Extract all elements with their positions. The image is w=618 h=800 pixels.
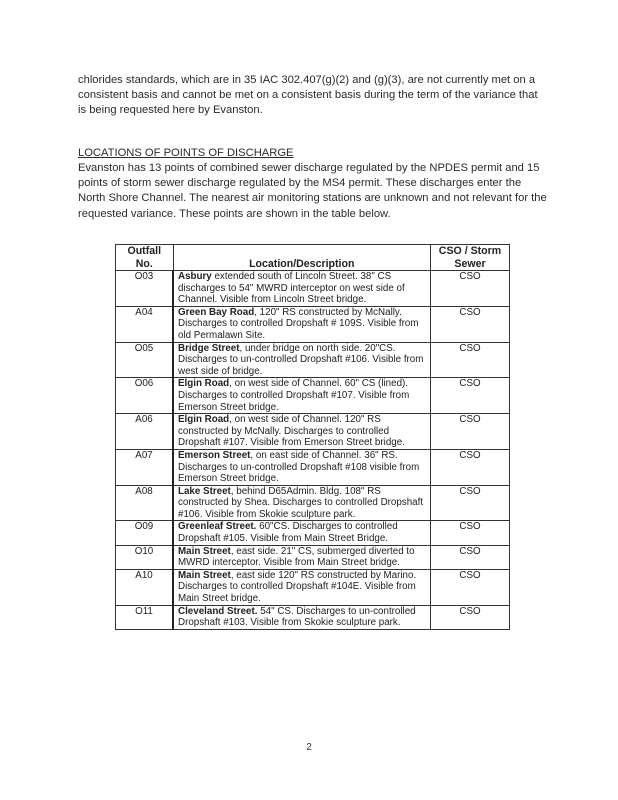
location-detail: , on west side of Channel. 120" RS constructed by McNally. Discharges to controlled Dropshaft #107. Visible from Emerson Street bridge. — [178, 414, 405, 449]
page-number: 2 — [306, 742, 312, 753]
location-name: Emerson Street — [178, 449, 251, 461]
location-description — [173, 449, 431, 485]
table-row — [116, 271, 510, 307]
table-row — [116, 569, 510, 605]
discharge-type: CSO — [431, 545, 510, 569]
discharge-type: CSO — [431, 521, 510, 545]
location-detail: , behind D65Admin. Bldg. 108" RS constructed by Shea. Discharges to controlled Dropshaft #106. Visible from Skokie sculpture park. — [178, 485, 424, 520]
location-detail: , east side 120" RS constructed by Marino. Discharges to controlled Dropshaft #104E. Visible from Main Street bridge. — [178, 569, 417, 605]
header-type: CSO / Storm Sewer — [431, 245, 510, 271]
discharge-type: CSO — [431, 271, 510, 307]
location-detail: 54" CS. Discharges to un-controlled Dropshaft #103. Visible from Skokie sculpture park. — [178, 605, 416, 629]
header-location: Location/Description — [173, 245, 431, 271]
table-header-row — [116, 245, 510, 271]
outfall-number: O11 — [116, 605, 174, 629]
location-description — [173, 342, 431, 378]
table-row — [116, 605, 510, 629]
table-row — [116, 521, 510, 545]
location-description — [173, 569, 431, 605]
location-name: Main Street — [178, 545, 231, 557]
location-name: Asbury — [178, 271, 212, 282]
location-name: Green Bay Road — [178, 306, 255, 318]
location-name: Elgin Road — [178, 378, 230, 390]
outfall-number: O03 — [116, 271, 174, 307]
discharge-points-table — [115, 244, 510, 630]
discharge-type: CSO — [431, 378, 510, 414]
location-name: Greenleaf Street. — [178, 521, 257, 533]
location-description — [173, 378, 431, 414]
location-detail: , east side. 21" CS, submerged diverted to MWRD interceptor. Visible from Main Street bridge. — [178, 545, 415, 569]
discharge-type: CSO — [431, 342, 510, 378]
outfall-number: O09 — [116, 521, 174, 545]
location-description — [173, 306, 431, 342]
location-description — [173, 521, 431, 545]
location-detail: extended south of Lincoln Street. 38" CS discharges to 54" MWRD interceptor on west side of Channel. Visible from Lincoln Street bridge. — [178, 271, 405, 306]
location-description — [173, 271, 431, 307]
location-description — [173, 605, 431, 629]
outfall-number: A08 — [116, 485, 174, 521]
location-name: Lake Street — [178, 485, 231, 497]
table-row — [116, 342, 510, 378]
location-description — [173, 545, 431, 569]
location-detail: 60"CS. Discharges to controlled Dropshaft #105. Visible from Main Street Bridge. — [178, 521, 398, 545]
location-description — [173, 485, 431, 521]
paragraph-discharge-points: Evanston has 13 points of combined sewer discharge regulated by the NPDES permit and 15 points of storm sewer discharge regulated by the MS4 permit. These discharges enter the North Shore Channel. The nearest air monitoring stations are unknown and not relevant for the requested variance. These points are shown in the table below. — [78, 162, 547, 220]
outfall-number: A10 — [116, 569, 174, 605]
outfall-number: O10 — [116, 545, 174, 569]
table-row — [116, 306, 510, 342]
table-row — [116, 485, 510, 521]
location-name: Elgin Road — [178, 414, 230, 426]
location-detail: , on east side of Channel. 36" RS. Discharges to un-controlled Dropshaft #108 visible from Emerson Street bridge. — [178, 449, 420, 485]
location-description — [173, 414, 431, 450]
location-detail: , 120" RS constructed by McNally. Discharges to controlled Dropshaft # 109S. Visible from old Permalawn Site. — [178, 306, 419, 341]
discharge-type: CSO — [431, 485, 510, 521]
location-name: Main Street — [178, 569, 231, 581]
paragraph-chlorides: chlorides standards, which are in 35 IAC 302.407(g)(2) and (g)(3), are not currently met on a consistent basis and cannot be met on a consistent basis during the term of the variance that is being requested here by Evanston. — [78, 74, 538, 117]
location-detail: , under bridge on north side. 20"CS. Discharges to un-controlled Dropshaft #106. Visible from west side of bridge. — [178, 342, 424, 377]
outfall-number: O05 — [116, 342, 174, 378]
outfall-number: A04 — [116, 306, 174, 342]
section-heading: LOCATIONS OF POINTS OF DISCHARGE — [78, 147, 294, 159]
location-name: Cleveland Street. — [178, 605, 258, 617]
table-row — [116, 545, 510, 569]
outfall-number: A07 — [116, 449, 174, 485]
outfall-number: A06 — [116, 414, 174, 450]
table-row — [116, 378, 510, 414]
discharge-type: CSO — [431, 449, 510, 485]
discharge-type: CSO — [431, 605, 510, 629]
outfall-number: O06 — [116, 378, 174, 414]
table-row — [116, 414, 510, 450]
header-outfall: Outfall No. — [116, 245, 174, 271]
location-name: Bridge Street — [178, 342, 240, 354]
discharge-type: CSO — [431, 414, 510, 450]
discharge-type: CSO — [431, 306, 510, 342]
discharge-type: CSO — [431, 569, 510, 605]
location-detail: , on west side of Channel. 60" CS (lined). Discharges to controlled Dropshaft #107. Visible from Emerson Street bridge. — [178, 378, 410, 413]
table-row — [116, 449, 510, 485]
